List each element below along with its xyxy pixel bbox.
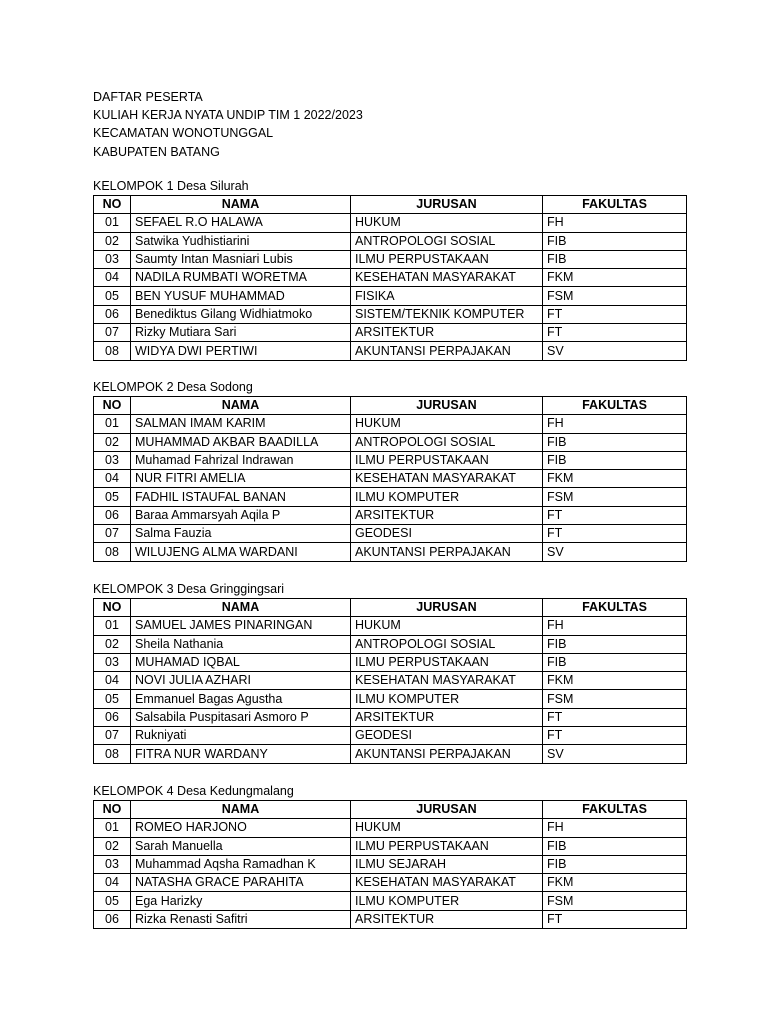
participant-table bbox=[93, 800, 687, 929]
table-row bbox=[94, 342, 687, 360]
cell-fakultas: FIB bbox=[543, 837, 687, 855]
cell-nama: Saumty Intan Masniari Lubis bbox=[131, 250, 351, 268]
cell-jurusan: KESEHATAN MASYARAKAT bbox=[351, 470, 543, 488]
cell-jurusan: ILMU KOMPUTER bbox=[351, 488, 543, 506]
cell-no: 05 bbox=[94, 287, 131, 305]
group-3-section bbox=[93, 580, 686, 764]
table-header-row bbox=[94, 801, 687, 819]
cell-nama: ROMEO HARJONO bbox=[131, 819, 351, 837]
table-header-row bbox=[94, 599, 687, 617]
cell-jurusan: HUKUM bbox=[351, 415, 543, 433]
table-row bbox=[94, 269, 687, 287]
cell-nama: MUHAMAD IQBAL bbox=[131, 653, 351, 671]
cell-no: 03 bbox=[94, 855, 131, 873]
table-row bbox=[94, 470, 687, 488]
cell-fakultas: FSM bbox=[543, 488, 687, 506]
header-regency: KABUPATEN BATANG bbox=[93, 144, 220, 159]
cell-fakultas: FT bbox=[543, 506, 687, 524]
cell-no: 08 bbox=[94, 745, 131, 763]
cell-fakultas: FT bbox=[543, 305, 687, 323]
document-header bbox=[93, 88, 363, 161]
cell-fakultas: FT bbox=[543, 525, 687, 543]
column-header-nama: NAMA bbox=[131, 801, 351, 819]
group-title: KELOMPOK 2 Desa Sodong bbox=[93, 380, 253, 394]
cell-nama: NUR FITRI AMELIA bbox=[131, 470, 351, 488]
cell-jurusan: ARSITEKTUR bbox=[351, 506, 543, 524]
table-row bbox=[94, 232, 687, 250]
cell-fakultas: FSM bbox=[543, 892, 687, 910]
cell-nama: Rizky Mutiara Sari bbox=[131, 324, 351, 342]
cell-jurusan: ANTROPOLOGI SOSIAL bbox=[351, 232, 543, 250]
table-row bbox=[94, 617, 687, 635]
table-row bbox=[94, 250, 687, 268]
column-header-no: NO bbox=[94, 196, 131, 214]
table-row bbox=[94, 727, 687, 745]
table-row bbox=[94, 745, 687, 763]
cell-nama: Sarah Manuella bbox=[131, 837, 351, 855]
table-row bbox=[94, 506, 687, 524]
cell-fakultas: SV bbox=[543, 342, 687, 360]
table-row bbox=[94, 635, 687, 653]
cell-jurusan: ILMU PERPUSTAKAAN bbox=[351, 837, 543, 855]
cell-no: 04 bbox=[94, 269, 131, 287]
cell-no: 01 bbox=[94, 415, 131, 433]
cell-fakultas: FH bbox=[543, 819, 687, 837]
cell-nama: SAMUEL JAMES PINARINGAN bbox=[131, 617, 351, 635]
cell-nama: WIDYA DWI PERTIWI bbox=[131, 342, 351, 360]
cell-jurusan: SISTEM/TEKNIK KOMPUTER bbox=[351, 305, 543, 323]
cell-fakultas: FKM bbox=[543, 269, 687, 287]
table-row bbox=[94, 433, 687, 451]
cell-nama: NATASHA GRACE PARAHITA bbox=[131, 874, 351, 892]
cell-fakultas: FH bbox=[543, 415, 687, 433]
table-row bbox=[94, 672, 687, 690]
cell-no: 07 bbox=[94, 525, 131, 543]
table-row bbox=[94, 653, 687, 671]
cell-fakultas: FIB bbox=[543, 232, 687, 250]
cell-no: 06 bbox=[94, 910, 131, 928]
table-row bbox=[94, 305, 687, 323]
cell-no: 06 bbox=[94, 506, 131, 524]
cell-jurusan: ILMU KOMPUTER bbox=[351, 892, 543, 910]
table-header-row bbox=[94, 196, 687, 214]
cell-nama: Salsabila Puspitasari Asmoro P bbox=[131, 708, 351, 726]
participant-table bbox=[93, 598, 687, 764]
column-header-fakultas: FAKULTAS bbox=[543, 196, 687, 214]
table-row bbox=[94, 874, 687, 892]
cell-no: 07 bbox=[94, 324, 131, 342]
cell-jurusan: ARSITEKTUR bbox=[351, 324, 543, 342]
cell-fakultas: FKM bbox=[543, 672, 687, 690]
column-header-no: NO bbox=[94, 599, 131, 617]
column-header-no: NO bbox=[94, 801, 131, 819]
cell-nama: Muhammad Aqsha Ramadhan K bbox=[131, 855, 351, 873]
cell-jurusan: AKUNTANSI PERPAJAKAN bbox=[351, 543, 543, 561]
cell-fakultas: FT bbox=[543, 324, 687, 342]
cell-no: 03 bbox=[94, 653, 131, 671]
cell-fakultas: FIB bbox=[543, 653, 687, 671]
cell-jurusan: ILMU PERPUSTAKAAN bbox=[351, 250, 543, 268]
cell-jurusan: ANTROPOLOGI SOSIAL bbox=[351, 635, 543, 653]
cell-nama: Baraa Ammarsyah Aqila P bbox=[131, 506, 351, 524]
cell-fakultas: SV bbox=[543, 745, 687, 763]
table-row bbox=[94, 708, 687, 726]
group-2-section bbox=[93, 378, 686, 562]
group-1-section bbox=[93, 177, 686, 361]
table-row bbox=[94, 892, 687, 910]
cell-no: 05 bbox=[94, 690, 131, 708]
cell-fakultas: FT bbox=[543, 727, 687, 745]
cell-no: 07 bbox=[94, 727, 131, 745]
cell-no: 08 bbox=[94, 342, 131, 360]
cell-fakultas: FKM bbox=[543, 470, 687, 488]
cell-fakultas: FIB bbox=[543, 433, 687, 451]
cell-jurusan: ILMU PERPUSTAKAAN bbox=[351, 653, 543, 671]
cell-jurusan: ANTROPOLOGI SOSIAL bbox=[351, 433, 543, 451]
cell-no: 04 bbox=[94, 874, 131, 892]
cell-jurusan: HUKUM bbox=[351, 617, 543, 635]
cell-nama: Emmanuel Bagas Agustha bbox=[131, 690, 351, 708]
table-row bbox=[94, 488, 687, 506]
header-district: KECAMATAN WONOTUNGGAL bbox=[93, 126, 274, 141]
cell-nama: Sheila Nathania bbox=[131, 635, 351, 653]
table-row bbox=[94, 451, 687, 469]
cell-fakultas: FT bbox=[543, 910, 687, 928]
column-header-nama: NAMA bbox=[131, 599, 351, 617]
cell-nama: WILUJENG ALMA WARDANI bbox=[131, 543, 351, 561]
cell-no: 04 bbox=[94, 470, 131, 488]
cell-nama: SALMAN IMAM KARIM bbox=[131, 415, 351, 433]
cell-no: 02 bbox=[94, 635, 131, 653]
cell-fakultas: FIB bbox=[543, 451, 687, 469]
table-header-row bbox=[94, 397, 687, 415]
cell-fakultas: FKM bbox=[543, 874, 687, 892]
cell-no: 02 bbox=[94, 232, 131, 250]
column-header-nama: NAMA bbox=[131, 397, 351, 415]
cell-jurusan: ARSITEKTUR bbox=[351, 910, 543, 928]
column-header-fakultas: FAKULTAS bbox=[543, 599, 687, 617]
cell-no: 01 bbox=[94, 819, 131, 837]
cell-nama: Muhamad Fahrizal Indrawan bbox=[131, 451, 351, 469]
column-header-no: NO bbox=[94, 397, 131, 415]
table-row bbox=[94, 214, 687, 232]
cell-jurusan: ARSITEKTUR bbox=[351, 708, 543, 726]
header-program: KULIAH KERJA NYATA UNDIP TIM 1 2022/2023 bbox=[93, 108, 363, 123]
cell-nama: MUHAMMAD AKBAR BAADILLA bbox=[131, 433, 351, 451]
column-header-fakultas: FAKULTAS bbox=[543, 801, 687, 819]
cell-no: 08 bbox=[94, 543, 131, 561]
table-row bbox=[94, 837, 687, 855]
cell-no: 03 bbox=[94, 250, 131, 268]
cell-fakultas: FH bbox=[543, 617, 687, 635]
cell-fakultas: FSM bbox=[543, 287, 687, 305]
column-header-jurusan: JURUSAN bbox=[351, 397, 543, 415]
header-title: DAFTAR PESERTA bbox=[93, 90, 203, 104]
table-row bbox=[94, 525, 687, 543]
cell-nama: Rizka Renasti Safitri bbox=[131, 910, 351, 928]
cell-nama: BEN YUSUF MUHAMMAD bbox=[131, 287, 351, 305]
cell-fakultas: SV bbox=[543, 543, 687, 561]
cell-jurusan: ILMU SEJARAH bbox=[351, 855, 543, 873]
table-row bbox=[94, 910, 687, 928]
cell-fakultas: FIB bbox=[543, 855, 687, 873]
cell-fakultas: FT bbox=[543, 708, 687, 726]
table-row bbox=[94, 819, 687, 837]
cell-nama: Salma Fauzia bbox=[131, 525, 351, 543]
cell-jurusan: AKUNTANSI PERPAJAKAN bbox=[351, 745, 543, 763]
table-row bbox=[94, 543, 687, 561]
cell-fakultas: FIB bbox=[543, 250, 687, 268]
participant-table bbox=[93, 396, 687, 562]
table-row bbox=[94, 324, 687, 342]
group-title: KELOMPOK 1 Desa Silurah bbox=[93, 179, 249, 193]
table-row bbox=[94, 690, 687, 708]
cell-no: 02 bbox=[94, 837, 131, 855]
column-header-fakultas: FAKULTAS bbox=[543, 397, 687, 415]
cell-no: 01 bbox=[94, 214, 131, 232]
cell-jurusan: HUKUM bbox=[351, 819, 543, 837]
cell-jurusan: GEODESI bbox=[351, 525, 543, 543]
cell-no: 04 bbox=[94, 672, 131, 690]
cell-no: 05 bbox=[94, 488, 131, 506]
table-row bbox=[94, 855, 687, 873]
cell-jurusan: KESEHATAN MASYARAKAT bbox=[351, 874, 543, 892]
cell-nama: Rukniyati bbox=[131, 727, 351, 745]
cell-nama: FITRA NUR WARDANY bbox=[131, 745, 351, 763]
cell-nama: Satwika Yudhistiarini bbox=[131, 232, 351, 250]
cell-nama: Ega Harizky bbox=[131, 892, 351, 910]
cell-no: 05 bbox=[94, 892, 131, 910]
cell-fakultas: FIB bbox=[543, 635, 687, 653]
column-header-jurusan: JURUSAN bbox=[351, 801, 543, 819]
cell-jurusan: GEODESI bbox=[351, 727, 543, 745]
cell-jurusan: ILMU PERPUSTAKAAN bbox=[351, 451, 543, 469]
cell-no: 03 bbox=[94, 451, 131, 469]
cell-jurusan: ILMU KOMPUTER bbox=[351, 690, 543, 708]
group-4-section bbox=[93, 782, 686, 929]
column-header-nama: NAMA bbox=[131, 196, 351, 214]
cell-no: 06 bbox=[94, 305, 131, 323]
group-title: KELOMPOK 3 Desa Gringgingsari bbox=[93, 582, 285, 596]
cell-jurusan: AKUNTANSI PERPAJAKAN bbox=[351, 342, 543, 360]
group-title: KELOMPOK 4 Desa Kedungmalang bbox=[93, 784, 294, 798]
column-header-jurusan: JURUSAN bbox=[351, 599, 543, 617]
participant-table bbox=[93, 195, 687, 361]
table-row bbox=[94, 415, 687, 433]
column-header-jurusan: JURUSAN bbox=[351, 196, 543, 214]
cell-no: 01 bbox=[94, 617, 131, 635]
cell-nama: Benediktus Gilang Widhiatmoko bbox=[131, 305, 351, 323]
table-row bbox=[94, 287, 687, 305]
cell-nama: SEFAEL R.O HALAWA bbox=[131, 214, 351, 232]
cell-nama: NOVI JULIA AZHARI bbox=[131, 672, 351, 690]
cell-fakultas: FH bbox=[543, 214, 687, 232]
cell-no: 06 bbox=[94, 708, 131, 726]
cell-nama: NADILA RUMBATI WORETMA bbox=[131, 269, 351, 287]
cell-no: 02 bbox=[94, 433, 131, 451]
cell-jurusan: KESEHATAN MASYARAKAT bbox=[351, 269, 543, 287]
cell-jurusan: KESEHATAN MASYARAKAT bbox=[351, 672, 543, 690]
cell-jurusan: HUKUM bbox=[351, 214, 543, 232]
cell-fakultas: FSM bbox=[543, 690, 687, 708]
cell-jurusan: FISIKA bbox=[351, 287, 543, 305]
cell-nama: FADHIL ISTAUFAL BANAN bbox=[131, 488, 351, 506]
